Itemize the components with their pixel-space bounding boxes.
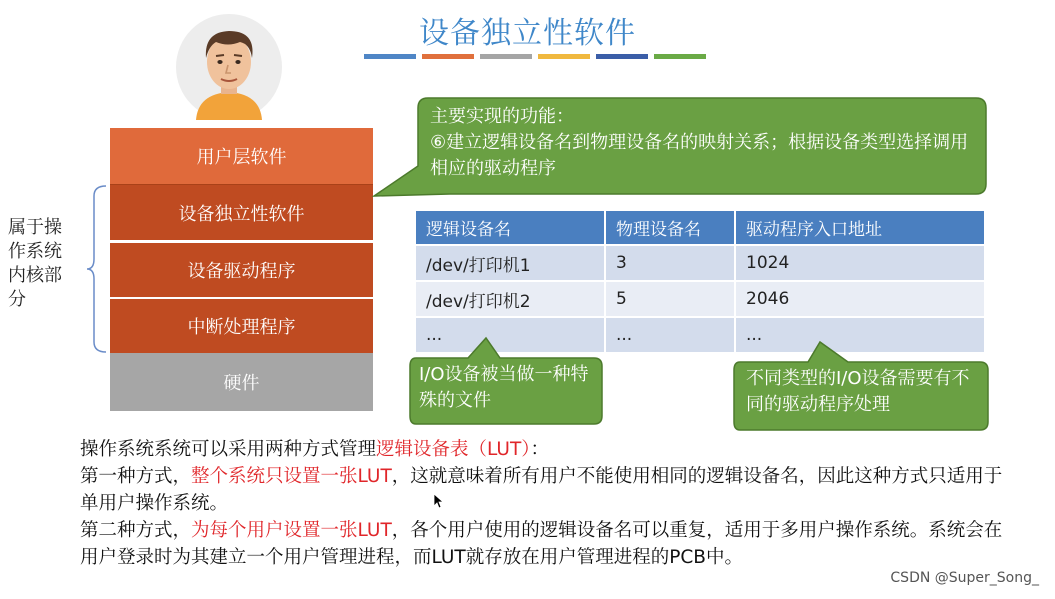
layer-device-driver [110,241,373,297]
title-stripe [596,54,648,59]
table-cell: /dev/打印机1 [416,245,605,281]
para-text: 操作系统系统可以采用两种方式管理 [80,439,377,460]
layer-user-label: 用户层软件 [196,147,287,168]
para-text: 第二种方式， [80,520,192,541]
lut-explanation-paragraph [80,436,1010,571]
page-title: 设备独立性软件 [419,16,636,51]
kernel-label: 属于操作系统内核部分 [8,217,62,310]
logical-unit-table [416,211,986,352]
table-cell: 1024 [735,245,985,281]
col-header-driver-entry: 驱动程序入口地址 [735,211,985,245]
para-text: ，各个用户使用的逻辑设备名可以重复，适用于多用户操作系统。系统会在用户登录时为其建立一个用户管理进程，而LUT就存放在用户管理进程的PCB中。 [80,520,1003,568]
para-emphasis: 逻辑设备表（LUT） [376,439,531,460]
title-stripe [480,54,532,59]
layer-driver-label: 设备驱动程序 [187,261,296,282]
layer-device-independent-software [110,184,373,240]
layer-hardware-label: 硬件 [223,373,260,394]
kernel-brace [86,184,108,354]
para-text: ： [530,439,550,460]
watermark: CSDN @Super_Song_ [890,570,1039,586]
mouse-pointer-icon [433,493,443,509]
table-cell: ... [416,317,605,352]
title-stripe [422,54,474,59]
teacher-avatar [176,14,282,120]
para-line-intro [80,436,1010,463]
note-right-text: 不同类型的I/O设备需要有不同的驱动程序处理 [746,368,970,415]
callout-body: ⑥建立逻辑设备名到物理设备名的映射关系；根据设备类型选择调用相应的驱动程序 [430,132,969,179]
callout-heading: 主要实现的功能： [430,106,574,127]
layer-independent-label: 设备独立性软件 [178,203,305,225]
title-stripe [654,54,706,59]
table-row [416,281,985,317]
table-cell: 5 [605,281,735,317]
table-row [416,245,985,281]
para-emphasis: 整个系统只设置一张LUT [191,466,392,487]
para-line-method-one [80,463,1010,517]
layer-interrupt-handler [110,297,373,353]
para-text: ，这就意味着所有用户不能使用相同的逻辑设备名，因此这种方式只适用于单用户操作系统。 [80,466,1003,514]
para-text: 第一种方式， [80,466,192,487]
layer-user-software [110,128,373,184]
table-cell: ... [735,317,985,352]
title-stripe [364,54,416,59]
col-header-logical-name: 逻辑设备名 [416,211,605,245]
para-emphasis: 为每个用户设置一张LUT [191,520,392,541]
callout-text [430,104,978,182]
para-line-method-two [80,517,1010,571]
title-stripe [538,54,590,59]
table-cell: /dev/打印机2 [416,281,605,317]
layer-hardware [110,353,373,411]
table-cell: ... [605,317,735,352]
note-left-text: I/O设备被当做一种特殊的文件 [419,364,589,411]
table-header-row [416,211,985,245]
col-header-physical-name: 物理设备名 [605,211,735,245]
table-cell: 3 [605,245,735,281]
table-cell: 2046 [735,281,985,317]
layer-interrupt-label: 中断处理程序 [187,317,296,338]
